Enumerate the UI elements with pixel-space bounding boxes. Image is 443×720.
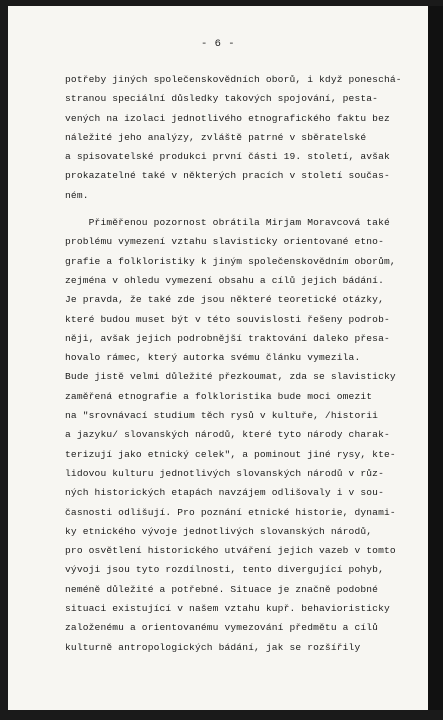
body-text bbox=[65, 70, 425, 657]
text-line: a spisovatelské produkci první části 19. století, avšak bbox=[65, 151, 390, 163]
text-line: na "srovnávací studium těch rysů v kultuře, /historii bbox=[65, 410, 379, 422]
text-line: terizují jako etnický celek", a pominout jiné rysy, kte- bbox=[65, 448, 396, 460]
scan-edge bbox=[428, 6, 443, 710]
text-line: Přiměřenou pozornost obrátila Mirjam Moravcová také bbox=[65, 217, 390, 229]
text-line: ném. bbox=[65, 189, 89, 201]
text-line: zaměřená etnografie a folkloristika bude moci omezit bbox=[65, 390, 373, 402]
paragraph-gap bbox=[65, 205, 425, 213]
paragraph-2 bbox=[65, 213, 425, 657]
paragraph-1 bbox=[65, 70, 425, 205]
text-line: které budou muset být v této souvislosti řešeny podrob- bbox=[65, 313, 390, 325]
document-page bbox=[8, 6, 428, 710]
text-line: vývoji jsou tyto rozdílnosti, tento divergující pohyb, bbox=[65, 564, 384, 576]
text-line: potřeby jiných společenskovědních oborů, i když poneschá- bbox=[65, 74, 402, 85]
text-line: časnosti odlišují. Pro poznání etnické historie, dynami- bbox=[65, 506, 396, 518]
text-line: situaci existující v našem vztahu kupř. behavioristicky bbox=[65, 603, 390, 615]
text-line: problému vymezení vztahu slavisticky orientované etno- bbox=[65, 236, 384, 248]
text-line: stranou speciální důsledky takových spojování, pesta- bbox=[65, 93, 379, 105]
text-line: zejména v ohledu vymezení obsahu a cílů jejich bádání. bbox=[65, 274, 384, 286]
text-line: vených na izolaci jednotlivého etnografického faktu bez bbox=[65, 112, 390, 124]
text-line: neméně důležité a potřebné. Situace je značně podobné bbox=[65, 583, 379, 595]
text-line: založenému a orientovanému vymezování předmětu a cílů bbox=[65, 622, 379, 634]
text-line: Bude jistě velmi důležité přezkoumat, zda se slavisticky bbox=[65, 371, 396, 383]
text-line: grafie a folkloristiky k jiným společenskovědním oborům, bbox=[65, 255, 396, 267]
text-line: Je pravda, že také zde jsou některé teoretické otázky, bbox=[65, 294, 384, 306]
text-line: ných historických etapách navzájem odlišovaly i v sou- bbox=[65, 487, 384, 499]
text-line: pro osvětlení historického utváření jejich vazeb v tomto bbox=[65, 545, 396, 557]
text-line: hovalo rámec, který autorka svému článku vymezila. bbox=[65, 352, 361, 364]
page-number: - 6 - bbox=[200, 38, 235, 50]
text-line: kulturně antropologických bádání, jak se rozšířily bbox=[65, 641, 361, 653]
text-line: ky etnického vývoje jednotlivých slovanských národů, bbox=[65, 525, 373, 537]
text-line: něji, avšak jejich podrobnější traktování daleko přesa- bbox=[65, 332, 390, 344]
text-line: lidovou kulturu jednotlivých slovanských národů v růz- bbox=[65, 467, 384, 479]
text-line: náležité jeho analýzy, zvláště patrné v sběratelské bbox=[65, 131, 367, 143]
text-line: prokazatelné také v některých pracích v století součas- bbox=[65, 170, 390, 182]
text-line: a jazyku/ slovanských národů, které tyto národy charak- bbox=[65, 429, 390, 441]
